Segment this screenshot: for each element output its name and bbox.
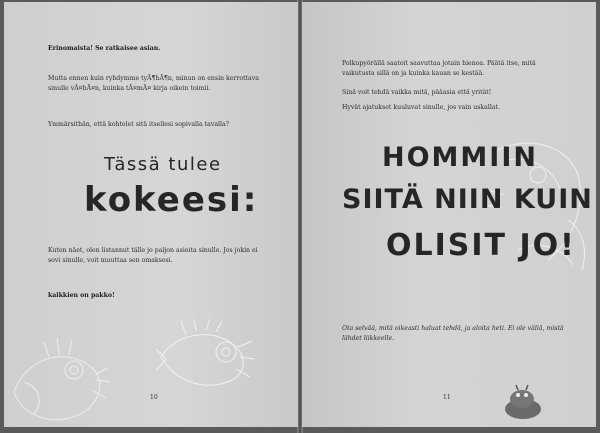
left-closing: kaikkien on pakko! xyxy=(48,292,115,299)
left-paragraph-2: Ymmärsithän, että kohtelet sitä itsellesi sopivalla tavalla? xyxy=(48,121,229,128)
right-page xyxy=(302,2,596,427)
blob-creature-sketch xyxy=(498,377,548,422)
title-line-2: SIITÄ NIIN KUIN xyxy=(342,184,593,215)
tassa-tulee-heading: Tässä tulee xyxy=(104,154,222,175)
right-paragraph-2: Sinä voit tehdä vaikka mitä, pääasia että yrität! xyxy=(342,89,492,96)
left-page xyxy=(4,2,298,427)
right-paragraph-3: Hyvät ajatukset kuuluvat sinulle, jos vain uskallat. xyxy=(342,104,500,111)
right-paragraph-1: Polkupyörällä saatoit saavuttaa jotain hienoa. Päätä itse, mitä vaikutusta sillä on ja kuinka kauan se kestää. xyxy=(342,60,536,77)
kokeesi-heading: kokeesi: xyxy=(84,180,259,220)
right-page-number: 11 xyxy=(443,394,451,401)
left-paragraph-1: Mutta ennen kuin ryhdymme tyĂ¶hĂ¶n, minun on ensin kerrottava sinulle vĂ¤hĂ¤n, kuinka tĂ¤mĂ¤ kirja oikein toimii. xyxy=(48,75,259,92)
title-line-3: OLISIT JO! xyxy=(386,228,576,263)
right-italic-paragraph: Ota selvää, mitä oikeasti haluat tehdä, ja aloita heti. Ei ole väliä, mistä lähdet liikkeelle. xyxy=(342,325,564,342)
left-paragraph-3: Kuten näet, olen listannut tälle jo paljon asioita sinulle. Jos jokin ei sovi sinulle, voit muuttaa sen omaksesi. xyxy=(48,247,258,264)
fish-sketch-left xyxy=(4,332,114,427)
left-page-number: 10 xyxy=(150,394,158,401)
left-heading: Erinomaista! Se ratkaisee asian. xyxy=(48,45,161,52)
fish-sketch-center xyxy=(156,317,256,397)
title-line-1: HOMMIIN xyxy=(382,142,538,173)
